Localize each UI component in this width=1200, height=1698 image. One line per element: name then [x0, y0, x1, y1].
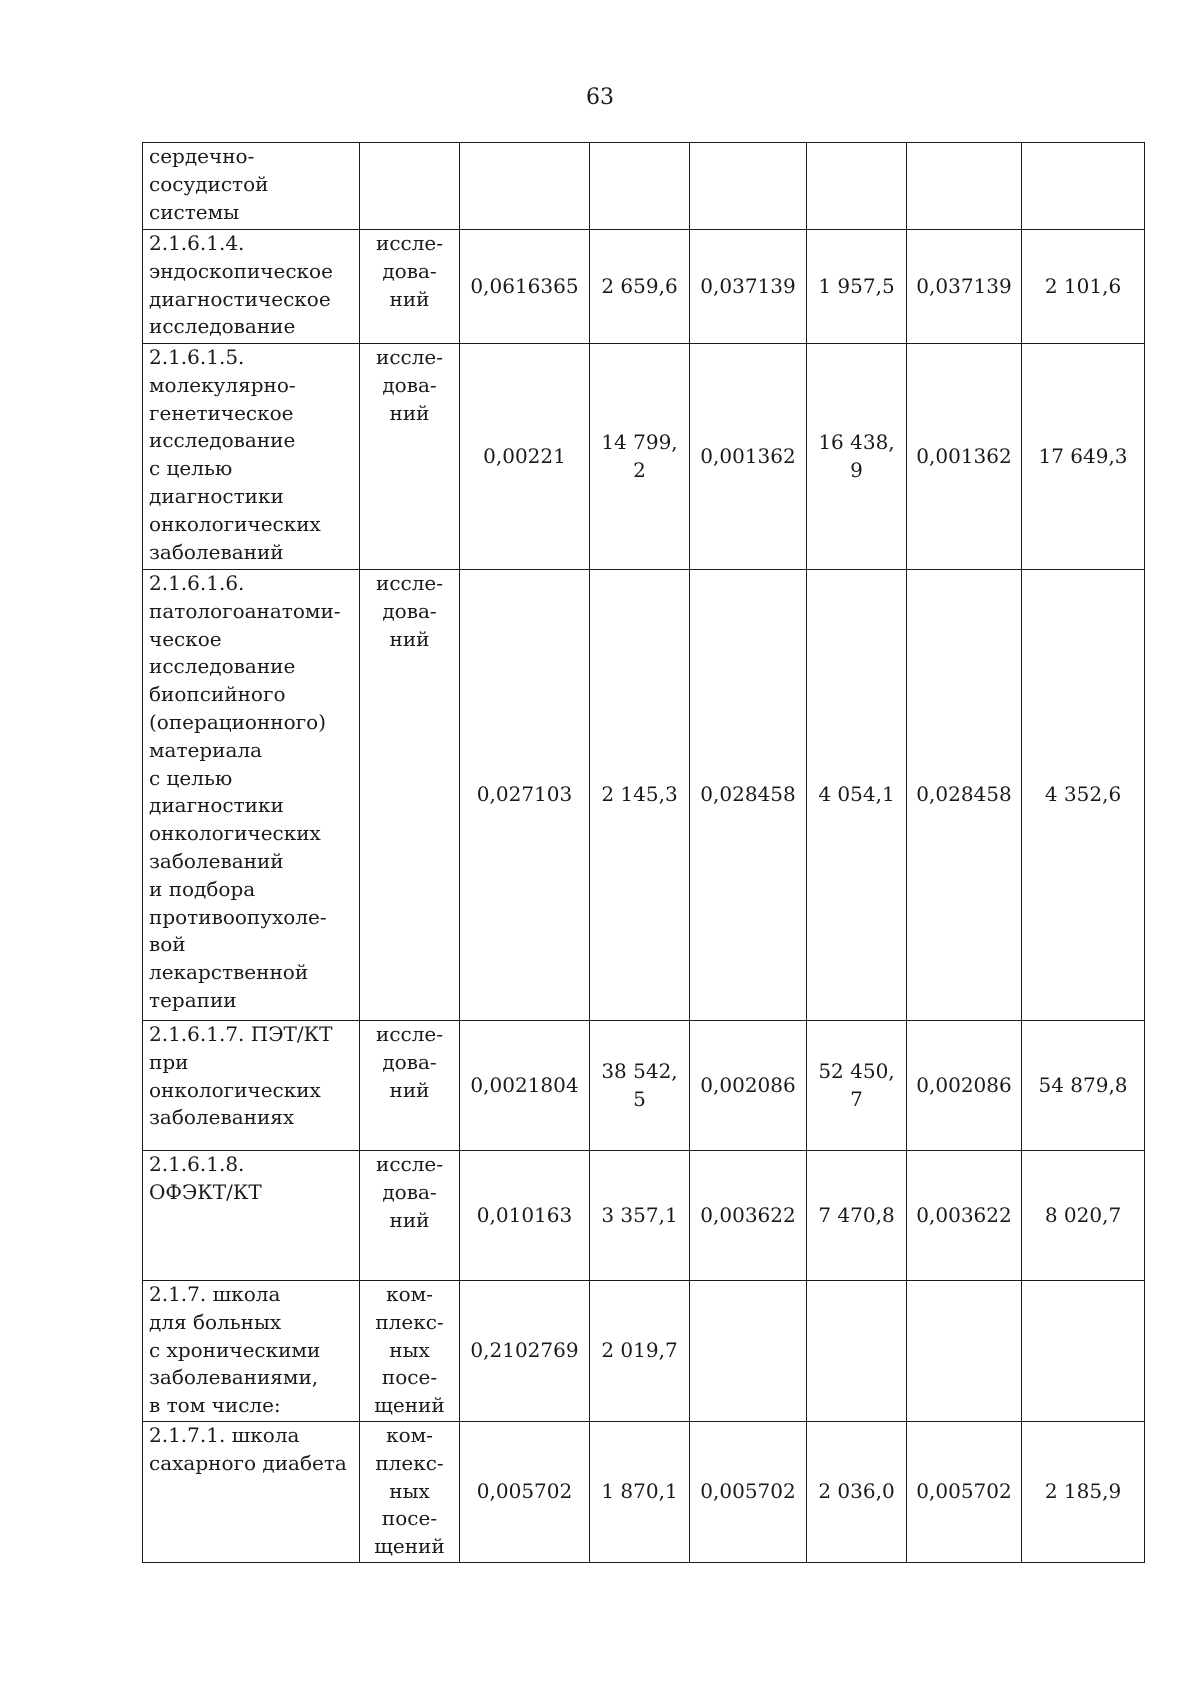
value-cell [807, 1281, 907, 1422]
value-cell [1022, 1281, 1145, 1422]
value-cell: 0,002086 [907, 1021, 1022, 1151]
value-cell: 0,010163 [460, 1151, 590, 1281]
value-cell: 2 659,6 [590, 230, 690, 344]
table-row [143, 1021, 1145, 1151]
value-cell: 0,001362 [690, 344, 807, 570]
value-cell: 0,00221 [460, 344, 590, 570]
row-name-cell: сердечно- сосудистой системы [143, 143, 360, 230]
value-cell: 0,2102769 [460, 1281, 590, 1422]
value-cell: 8 020,7 [1022, 1151, 1145, 1281]
unit-cell: ком- плекс- ных посе- щений [360, 1422, 460, 1563]
unit-cell: иссле- дова- ний [360, 570, 460, 1021]
row-name-cell: 2.1.6.1.5. молекулярно- генетическое исследование с целью диагностики онкологических заболеваний [143, 344, 360, 570]
value-cell: 0,003622 [690, 1151, 807, 1281]
value-cell: 0,005702 [690, 1422, 807, 1563]
value-cell: 2 036,0 [807, 1422, 907, 1563]
value-cell: 0,001362 [907, 344, 1022, 570]
value-cell: 0,037139 [690, 230, 807, 344]
value-cell: 0,005702 [460, 1422, 590, 1563]
table-row [143, 143, 1145, 230]
value-cell: 0,028458 [907, 570, 1022, 1021]
value-cell [690, 143, 807, 230]
value-cell: 0,037139 [907, 230, 1022, 344]
value-cell: 0,002086 [690, 1021, 807, 1151]
value-cell: 0,0616365 [460, 230, 590, 344]
value-cell: 1 870,1 [590, 1422, 690, 1563]
value-cell: 16 438, 9 [807, 344, 907, 570]
value-cell: 0,0021804 [460, 1021, 590, 1151]
unit-cell: иссле- дова- ний [360, 230, 460, 344]
value-cell: 54 879,8 [1022, 1021, 1145, 1151]
value-cell: 1 957,5 [807, 230, 907, 344]
value-cell: 4 054,1 [807, 570, 907, 1021]
page-number: 63 [586, 85, 614, 110]
value-cell: 52 450, 7 [807, 1021, 907, 1151]
row-name-cell: 2.1.6.1.8. ОФЭКТ/КТ [143, 1151, 360, 1281]
data-table [142, 142, 1145, 1563]
value-cell: 0,003622 [907, 1151, 1022, 1281]
row-name-cell: 2.1.7.1. школа сахарного диабета [143, 1422, 360, 1563]
value-cell: 0,005702 [907, 1422, 1022, 1563]
value-cell: 17 649,3 [1022, 344, 1145, 570]
value-cell: 2 145,3 [590, 570, 690, 1021]
row-name-cell: 2.1.6.1.4. эндоскопическое диагностическое исследование [143, 230, 360, 344]
table-row [143, 1151, 1145, 1281]
value-cell: 14 799, 2 [590, 344, 690, 570]
table-row [143, 570, 1145, 1021]
unit-cell [360, 143, 460, 230]
value-cell [690, 1281, 807, 1422]
value-cell: 2 185,9 [1022, 1422, 1145, 1563]
value-cell: 2 101,6 [1022, 230, 1145, 344]
unit-cell: иссле- дова- ний [360, 1151, 460, 1281]
unit-cell: иссле- дова- ний [360, 1021, 460, 1151]
value-cell [590, 143, 690, 230]
value-cell [460, 143, 590, 230]
table-row [143, 1422, 1145, 1563]
unit-cell: иссле- дова- ний [360, 344, 460, 570]
value-cell: 2 019,7 [590, 1281, 690, 1422]
value-cell [907, 143, 1022, 230]
value-cell: 38 542, 5 [590, 1021, 690, 1151]
row-name-cell: 2.1.6.1.6. патологоанатоми- ческое исследование биопсийного (операционного) материала с целью диагностики онкологических заболеваний и подбора противоопухоле- вой лекарственной терапии [143, 570, 360, 1021]
unit-cell: ком- плекс- ных посе- щений [360, 1281, 460, 1422]
value-cell [807, 143, 907, 230]
table-row [143, 1281, 1145, 1422]
table-row [143, 230, 1145, 344]
value-cell: 0,027103 [460, 570, 590, 1021]
value-cell: 7 470,8 [807, 1151, 907, 1281]
value-cell: 4 352,6 [1022, 570, 1145, 1021]
value-cell [1022, 143, 1145, 230]
value-cell [907, 1281, 1022, 1422]
table-row [143, 344, 1145, 570]
row-name-cell: 2.1.7. школа для больных с хроническими заболеваниями, в том числе: [143, 1281, 360, 1422]
row-name-cell: 2.1.6.1.7. ПЭТ/КТ при онкологических заболеваниях [143, 1021, 360, 1151]
value-cell: 0,028458 [690, 570, 807, 1021]
value-cell: 3 357,1 [590, 1151, 690, 1281]
